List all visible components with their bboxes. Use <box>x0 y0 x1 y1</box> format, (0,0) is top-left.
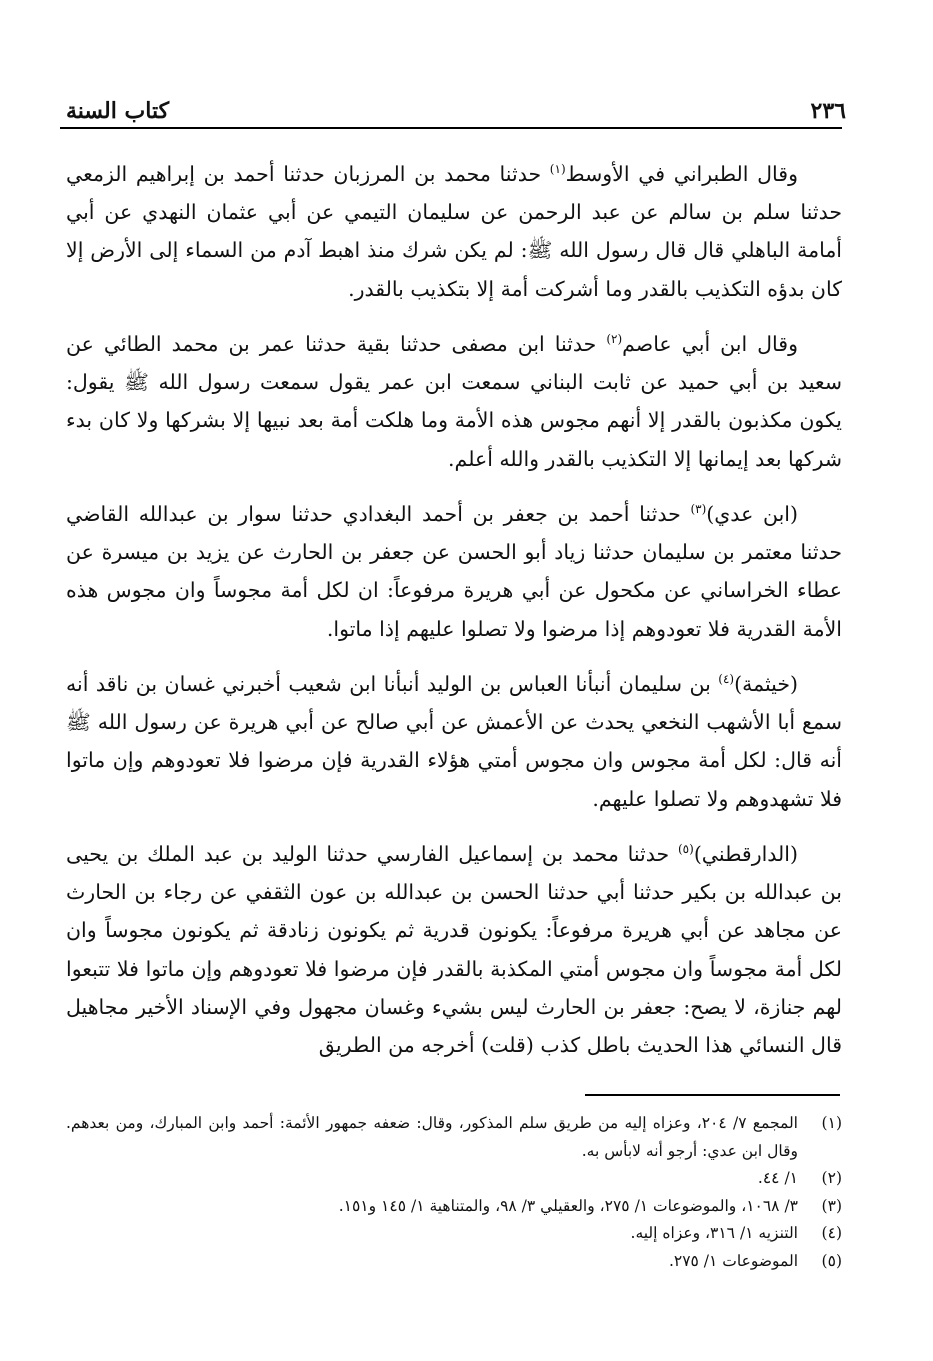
page-number: ٢٣٦ <box>810 98 846 124</box>
footnote-4: (٤) التنزيه ١/ ٣١٦، وعزاه إليه. <box>630 1224 842 1243</box>
footnote-divider <box>585 1094 840 1096</box>
footnote-ref-2: (٢) <box>606 332 623 347</box>
book-title: كتاب السنة <box>66 98 170 124</box>
paragraph-3: (ابن عدي)$^{(٣)}$ حدثنا أحمد بن جعفر بن أحمد البغدادي حدثنا سوار بن عبدالله القاضي حدثنا معتمر بن سليمان حدثنا زياد أبو الحسن عن جعفر بن الحارث عن يزيد بن ميسرة عن عطاء الخراساني عن مكحول عن أبي هريرة مرفوعاً: ان لكل أمة مجوساً وان مجوس هذه الأمة القدرية فلا تعودوهم إذا مرضوا ولا تصلوا عليهم إذا ماتوا. <box>66 501 842 641</box>
footnotes <box>66 1110 842 1276</box>
paragraph-1: وقال الطبراني في الأوسط$^{(١)}$ حدثنا محمد بن المرزبان حدثنا أحمد بن إبراهيم الزمعي حدثنا سلم بن سالم عن عبد الرحمن عن سليمان التيمي عن أبي عثمان النهدي عن أبي أمامة الباهلي قال قال رسول الله ﷺ: لم يكن شرك منذ اهبط آدم من السماء إلى الأرض إلا كان بدؤه التكذيب بالقدر وما أشركت أمة إلا بتكذيب بالقدر. <box>66 161 842 301</box>
main-text <box>66 150 842 1077</box>
footnote-ref-3: (٣) <box>690 502 707 517</box>
footnote-1: (١) المجمع ٧/ ٢٠٤، وعزاه إليه من طريق سلم المذكور، وقال: ضعفه جمهور الأئمة: أحمد وابن المبارك، ومن بعدهم. وقال ابن عدي: أرجو أنه لابأس به. <box>66 1114 842 1160</box>
footnote-2: (٢) ١/ ٤٤. <box>757 1169 842 1188</box>
footnote-5: (٥) الموضوعات ١/ ٢٧٥. <box>668 1251 842 1270</box>
paragraph-4: (خيثمة)$^{(٤)}$ بن سليمان أنبأنا العباس بن الوليد أنبأنا ابن شعيب أخبرني غسان بن ناقد أنه سمع أبا الأشهب النخعي يحدث عن الأعمش عن أبي صالح عن أبي هريرة عن رسول الله ﷺ أنه قال: لكل أمة مجوس وان مجوس أمتي هؤلاء القدرية فإن مرضوا فلا تعودوهم وإن ماتوا فلا تشهدوهم ولا تصلوا عليهم. <box>66 671 842 811</box>
header-divider <box>60 127 842 129</box>
footnote-3: (٣) ٣/ ١٠٦٨، والموضوعات ١/ ٢٧٥، والعقيلي ٣/ ٩٨، والمتناهية ١/ ١٤٥ و١٥١. <box>338 1196 842 1215</box>
page-header <box>66 90 846 128</box>
footnote-ref-4: (٤) <box>718 672 735 687</box>
paragraph-5: (الدارقطني)$^{(٥)}$ حدثنا محمد بن إسماعيل الفارسي حدثنا الوليد بن عبد الملك بن يحيى بن عبدالله بن بكير حدثنا أبي حدثنا الحسن بن عبدالله بن عون الثقفي عن رجاء بن الحارث عن مجاهد عن أبي هريرة مرفوعاً: يكونون قدرية ثم يكونون زنادقة ثم يكونون مجوساً وان لكل أمة مجوساً وان مجوس أمتي المكذبة بالقدر فإن مرضوا فلا تعودوهم وإن ماتوا فلا تتبعوا لهم جنازة، لا يصح: جعفر بن الحارث ليس بشيء وغسان مجهول وفي الإسناد الأخير مجاهيل قال النسائي هذا الحديث باطل كذب (قلت) أخرجه من الطريق <box>66 841 842 1058</box>
paragraph-2: وقال ابن أبي عاصم$^{(٢)}$ حدثنا ابن مصفى حدثنا بقية حدثنا عمر بن محمد الطائي عن سعيد بن أبي حميد عن ثابت البناني سمعت ابن عمر يقول سمعت رسول الله ﷺ يقول: يكون مكذبون بالقدر إلا أنهم مجوس هذه الأمة وما هلكت أمة بعد نبيها إلا بشركها ولا كان بدء شركها بعد إيمانها إلا التكذيب بالقدر والله أعلم. <box>66 331 842 471</box>
footnote-ref-5: (٥) <box>677 842 694 857</box>
footnote-ref-1: (١) <box>549 162 566 176</box>
